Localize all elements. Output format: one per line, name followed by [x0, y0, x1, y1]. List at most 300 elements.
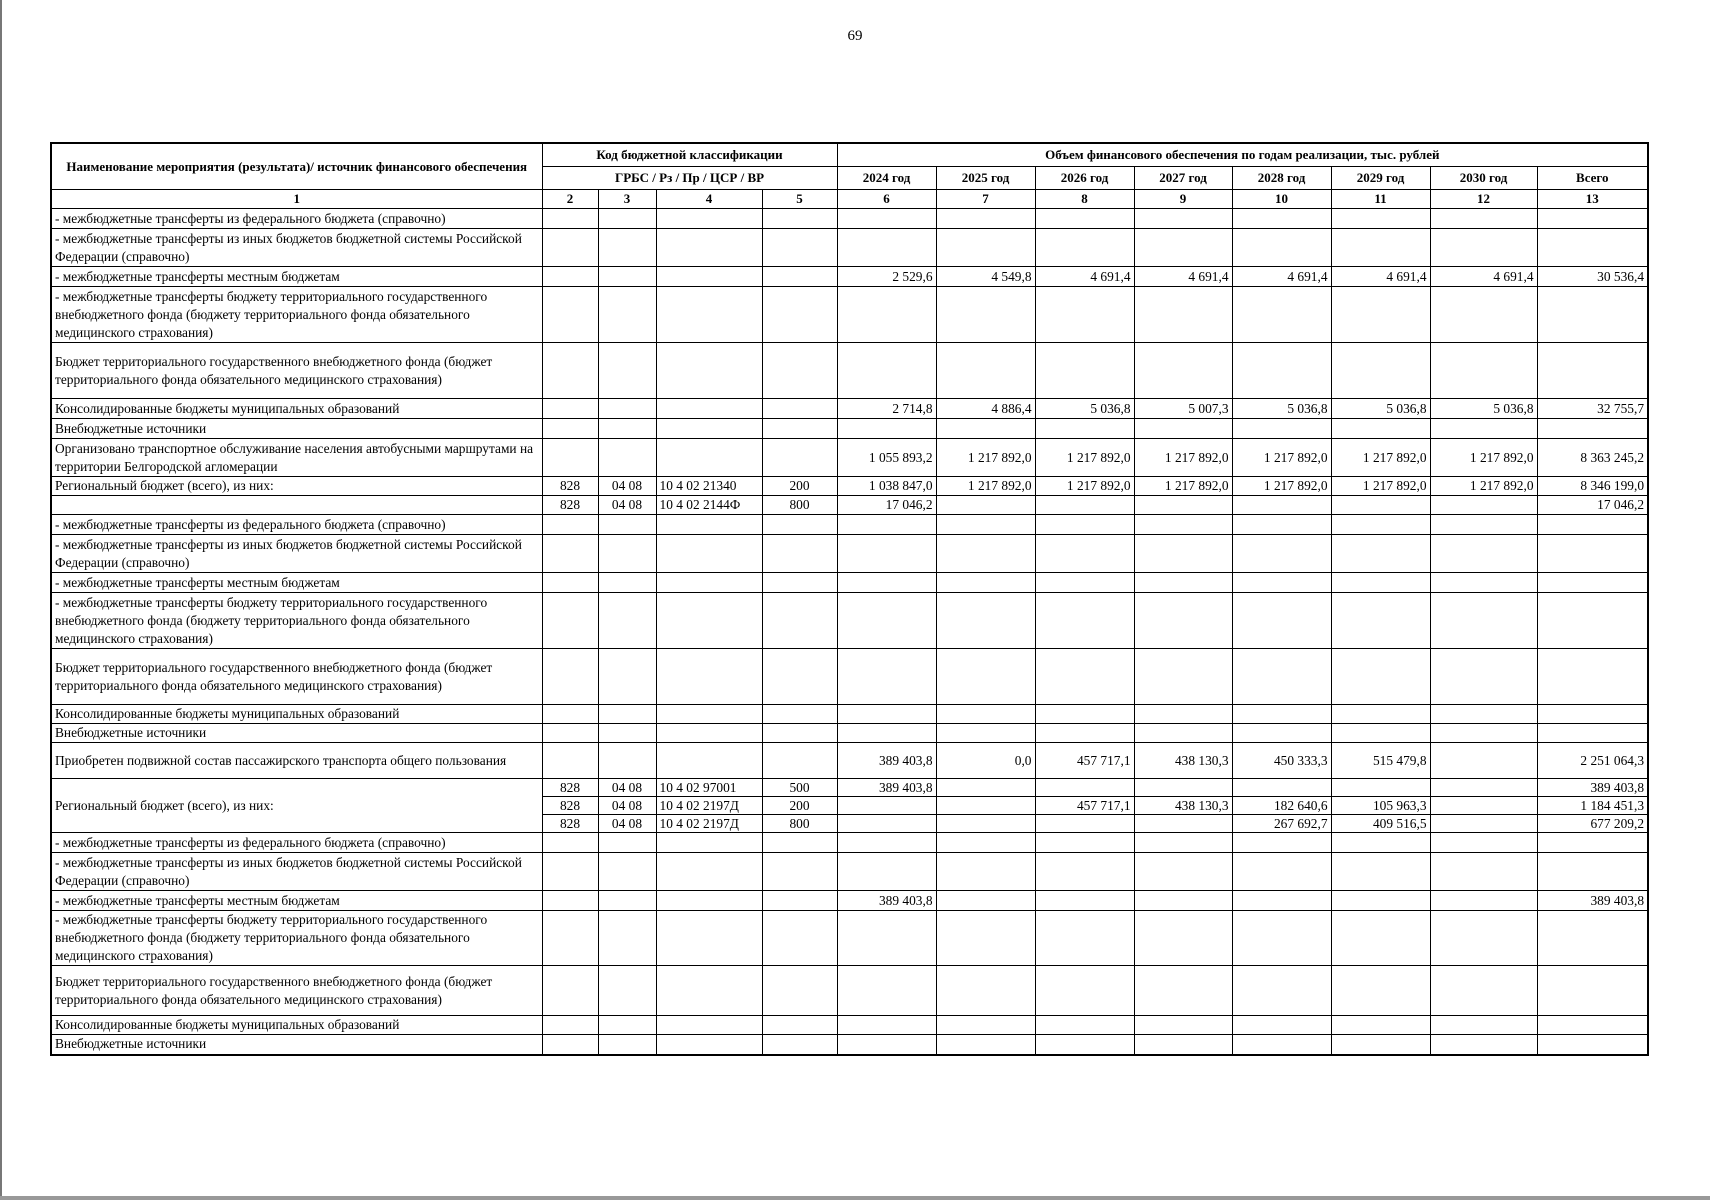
value-cell: [936, 209, 1035, 229]
value-cell: [936, 815, 1035, 833]
code-cell: [598, 419, 656, 439]
value-cell: [837, 724, 936, 743]
code-cell: [542, 911, 598, 966]
value-cell: [837, 705, 936, 724]
value-cell: [1537, 535, 1648, 573]
value-cell: [837, 966, 936, 1016]
value-cell: [1537, 911, 1648, 966]
code-cell: 828: [542, 477, 598, 496]
value-cell: [1035, 815, 1134, 833]
table-row: [51, 911, 1648, 966]
value-cell: [1232, 911, 1331, 966]
code-cell: [598, 705, 656, 724]
header-year-4: 2027 год: [1134, 167, 1232, 190]
header-code-subtitle: ГРБС / Рз / Пр / ЦСР / ВР: [542, 167, 837, 190]
value-cell: [1035, 724, 1134, 743]
value-cell: [1134, 515, 1232, 535]
value-cell: 1 217 892,0: [936, 477, 1035, 496]
table-row: [51, 833, 1648, 853]
value-cell: [837, 797, 936, 815]
code-cell: [598, 515, 656, 535]
code-cell: [542, 535, 598, 573]
code-cell: [598, 966, 656, 1016]
code-cell: [762, 229, 837, 267]
value-cell: [936, 724, 1035, 743]
value-cell: [1232, 1035, 1331, 1055]
row-name: - межбюджетные трансферты местным бюджетам: [51, 267, 542, 287]
value-cell: [1430, 853, 1537, 891]
value-cell: [1134, 853, 1232, 891]
value-cell: [1537, 649, 1648, 705]
value-cell: [1430, 724, 1537, 743]
code-cell: [542, 573, 598, 593]
code-cell: [656, 593, 762, 649]
value-cell: [1134, 593, 1232, 649]
value-cell: [1134, 911, 1232, 966]
code-cell: [656, 833, 762, 853]
value-cell: [1035, 705, 1134, 724]
value-cell: [837, 209, 936, 229]
value-cell: [1232, 287, 1331, 343]
value-cell: 5 036,8: [1232, 399, 1331, 419]
code-cell: [598, 573, 656, 593]
value-cell: 2 251 064,3: [1537, 743, 1648, 779]
value-cell: 1 217 892,0: [1430, 439, 1537, 477]
column-number: 10: [1232, 190, 1331, 209]
value-cell: [1035, 573, 1134, 593]
row-name: - межбюджетные трансферты из федерального бюджета (справочно): [51, 209, 542, 229]
table-row: [51, 853, 1648, 891]
code-cell: [762, 966, 837, 1016]
code-cell: [542, 724, 598, 743]
value-cell: [1232, 649, 1331, 705]
value-cell: [1430, 743, 1537, 779]
value-cell: 1 217 892,0: [936, 439, 1035, 477]
row-name: - межбюджетные трансферты бюджету территориального государственного внебюджетного фонда (бюджету территориального фонда обязательного медицинского страхования): [51, 593, 542, 649]
code-cell: 04 08: [598, 779, 656, 797]
code-cell: [542, 515, 598, 535]
table-row: [51, 209, 1648, 229]
value-cell: 17 046,2: [1537, 496, 1648, 515]
value-cell: [1232, 515, 1331, 535]
table-row: [51, 477, 1648, 496]
code-cell: [598, 743, 656, 779]
value-cell: [936, 649, 1035, 705]
value-cell: 4 691,4: [1035, 267, 1134, 287]
value-cell: [1134, 209, 1232, 229]
value-cell: [837, 419, 936, 439]
code-cell: [542, 419, 598, 439]
code-cell: [656, 419, 762, 439]
value-cell: [1134, 966, 1232, 1016]
code-cell: [656, 853, 762, 891]
value-cell: [1430, 573, 1537, 593]
code-cell: [542, 1016, 598, 1035]
value-cell: 4 886,4: [936, 399, 1035, 419]
value-cell: [936, 515, 1035, 535]
value-cell: [1430, 966, 1537, 1016]
value-cell: 389 403,8: [1537, 779, 1648, 797]
value-cell: [1035, 779, 1134, 797]
code-cell: 500: [762, 779, 837, 797]
value-cell: [1331, 535, 1430, 573]
value-cell: [1430, 287, 1537, 343]
value-cell: 1 217 892,0: [1331, 439, 1430, 477]
code-cell: [762, 399, 837, 419]
budget-table: [50, 142, 1649, 1056]
row-name: - межбюджетные трансферты из иных бюджетов бюджетной системы Российской Федерации (справочно): [51, 853, 542, 891]
value-cell: [1331, 853, 1430, 891]
value-cell: 4 691,4: [1331, 267, 1430, 287]
code-cell: [598, 267, 656, 287]
code-cell: [598, 911, 656, 966]
code-cell: [656, 399, 762, 419]
code-cell: [656, 743, 762, 779]
code-cell: [656, 573, 762, 593]
value-cell: 4 691,4: [1134, 267, 1232, 287]
table-row: [51, 229, 1648, 267]
table-row: [51, 535, 1648, 573]
code-cell: [762, 419, 837, 439]
value-cell: [1232, 705, 1331, 724]
code-cell: [656, 1035, 762, 1055]
code-cell: [542, 209, 598, 229]
value-cell: [1134, 724, 1232, 743]
row-name: - межбюджетные трансферты из федерального бюджета (справочно): [51, 833, 542, 853]
column-number: 6: [837, 190, 936, 209]
value-cell: [936, 343, 1035, 399]
code-cell: [598, 833, 656, 853]
value-cell: [1430, 911, 1537, 966]
value-cell: [1537, 287, 1648, 343]
code-cell: [598, 343, 656, 399]
row-name: Региональный бюджет (всего), из них:: [51, 477, 542, 496]
header-year-5: 2028 год: [1232, 167, 1331, 190]
value-cell: [1331, 1016, 1430, 1035]
column-number: 12: [1430, 190, 1537, 209]
value-cell: [1035, 593, 1134, 649]
value-cell: [1331, 1035, 1430, 1055]
value-cell: [837, 229, 936, 267]
value-cell: [1035, 1035, 1134, 1055]
value-cell: [1331, 287, 1430, 343]
value-cell: 5 036,8: [1331, 399, 1430, 419]
table-row: [51, 779, 1648, 797]
code-cell: [762, 853, 837, 891]
code-cell: [656, 515, 762, 535]
value-cell: [936, 496, 1035, 515]
value-cell: [1035, 911, 1134, 966]
header-code-group: Код бюджетной классификации: [542, 143, 837, 167]
value-cell: 1 217 892,0: [1035, 477, 1134, 496]
value-cell: [936, 779, 1035, 797]
code-cell: 10 4 02 97001: [656, 779, 762, 797]
header-volume-group: Объем финансового обеспечения по годам реализации, тыс. рублей: [837, 143, 1648, 167]
value-cell: 457 717,1: [1035, 797, 1134, 815]
value-cell: 5 036,8: [1430, 399, 1537, 419]
row-name: Внебюджетные источники: [51, 724, 542, 743]
value-cell: 4 691,4: [1232, 267, 1331, 287]
row-name: Консолидированные бюджеты муниципальных образований: [51, 1016, 542, 1035]
code-cell: 10 4 02 21340: [656, 477, 762, 496]
value-cell: [936, 853, 1035, 891]
value-cell: [1232, 419, 1331, 439]
value-cell: [1331, 496, 1430, 515]
value-cell: [1331, 779, 1430, 797]
value-cell: [936, 911, 1035, 966]
code-cell: [762, 705, 837, 724]
row-name: - межбюджетные трансферты из иных бюджетов бюджетной системы Российской Федерации (справочно): [51, 535, 542, 573]
value-cell: [1232, 535, 1331, 573]
value-cell: [1134, 1016, 1232, 1035]
value-cell: [1331, 966, 1430, 1016]
table-row: [51, 343, 1648, 399]
value-cell: [1331, 649, 1430, 705]
table-row: [51, 966, 1648, 1016]
value-cell: [936, 1035, 1035, 1055]
row-name: Бюджет территориального государственного внебюджетного фонда (бюджет территориального фонда обязательного медицинского страхования): [51, 966, 542, 1016]
value-cell: [1232, 573, 1331, 593]
value-cell: [1134, 705, 1232, 724]
code-cell: 800: [762, 815, 837, 833]
code-cell: [542, 343, 598, 399]
row-name: - межбюджетные трансферты местным бюджетам: [51, 891, 542, 911]
value-cell: 8 363 245,2: [1537, 439, 1648, 477]
value-cell: [1537, 515, 1648, 535]
value-cell: [1035, 891, 1134, 911]
code-cell: [656, 439, 762, 477]
scan-bottom-edge: [0, 1196, 1710, 1200]
value-cell: [936, 833, 1035, 853]
code-cell: [656, 911, 762, 966]
value-cell: [1232, 593, 1331, 649]
value-cell: [1537, 573, 1648, 593]
value-cell: [1331, 515, 1430, 535]
code-cell: [762, 573, 837, 593]
row-name: Организовано транспортное обслуживание населения автобусными маршрутами на территории Белгородской агломерации: [51, 439, 542, 477]
value-cell: 1 055 893,2: [837, 439, 936, 477]
value-cell: 2 529,6: [837, 267, 936, 287]
value-cell: [1331, 229, 1430, 267]
value-cell: [1035, 496, 1134, 515]
value-cell: 1 217 892,0: [1134, 477, 1232, 496]
row-name: Внебюджетные источники: [51, 1035, 542, 1055]
code-cell: [598, 891, 656, 911]
value-cell: 409 516,5: [1331, 815, 1430, 833]
value-cell: [837, 573, 936, 593]
row-name: Приобретен подвижной состав пассажирского транспорта общего пользования: [51, 743, 542, 779]
value-cell: [1035, 287, 1134, 343]
value-cell: 4 549,8: [936, 267, 1035, 287]
value-cell: [1430, 343, 1537, 399]
value-cell: [837, 535, 936, 573]
code-cell: [598, 439, 656, 477]
value-cell: [1537, 724, 1648, 743]
code-cell: [762, 833, 837, 853]
value-cell: [1134, 891, 1232, 911]
table-row: [51, 573, 1648, 593]
code-cell: [598, 1035, 656, 1055]
code-cell: [656, 891, 762, 911]
row-name: - межбюджетные трансферты местным бюджетам: [51, 573, 542, 593]
table-row: [51, 1035, 1648, 1055]
value-cell: [837, 1035, 936, 1055]
row-name: - межбюджетные трансферты бюджету территориального государственного внебюджетного фонда (бюджету территориального фонда обязательного медицинского страхования): [51, 287, 542, 343]
value-cell: [1430, 593, 1537, 649]
value-cell: [1035, 649, 1134, 705]
code-cell: [598, 724, 656, 743]
value-cell: [1331, 891, 1430, 911]
value-cell: [1035, 515, 1134, 535]
code-cell: [762, 1016, 837, 1035]
value-cell: 389 403,8: [1537, 891, 1648, 911]
value-cell: [1430, 496, 1537, 515]
value-cell: 4 691,4: [1430, 267, 1537, 287]
value-cell: [1430, 515, 1537, 535]
code-cell: [542, 649, 598, 705]
value-cell: 1 217 892,0: [1232, 477, 1331, 496]
value-cell: [1537, 966, 1648, 1016]
page-number: 69: [847, 28, 863, 44]
value-cell: [1430, 649, 1537, 705]
table-row: [51, 891, 1648, 911]
code-cell: [762, 649, 837, 705]
value-cell: [1134, 229, 1232, 267]
value-cell: [837, 1016, 936, 1035]
value-cell: [1035, 833, 1134, 853]
value-cell: [936, 419, 1035, 439]
value-cell: [1035, 535, 1134, 573]
value-cell: 450 333,3: [1232, 743, 1331, 779]
code-cell: [598, 593, 656, 649]
column-number: 4: [656, 190, 762, 209]
row-name: Консолидированные бюджеты муниципальных образований: [51, 399, 542, 419]
value-cell: [1232, 833, 1331, 853]
value-cell: 182 640,6: [1232, 797, 1331, 815]
value-cell: [1134, 343, 1232, 399]
column-number: 1: [51, 190, 542, 209]
value-cell: [1537, 1016, 1648, 1035]
value-cell: [1430, 797, 1537, 815]
value-cell: [1430, 535, 1537, 573]
value-cell: [1331, 419, 1430, 439]
code-cell: 828: [542, 779, 598, 797]
value-cell: [1035, 209, 1134, 229]
code-cell: [542, 399, 598, 419]
value-cell: [1134, 833, 1232, 853]
value-cell: [1232, 724, 1331, 743]
value-cell: [1035, 1016, 1134, 1035]
value-cell: 267 692,7: [1232, 815, 1331, 833]
row-name: [51, 496, 542, 515]
value-cell: 1 038 847,0: [837, 477, 936, 496]
value-cell: [936, 573, 1035, 593]
value-cell: [1035, 229, 1134, 267]
value-cell: [1430, 815, 1537, 833]
column-number: 7: [936, 190, 1035, 209]
value-cell: [837, 515, 936, 535]
value-cell: [1035, 853, 1134, 891]
code-cell: [598, 229, 656, 267]
value-cell: [837, 343, 936, 399]
value-cell: [1537, 229, 1648, 267]
value-cell: 438 130,3: [1134, 797, 1232, 815]
value-cell: [1232, 229, 1331, 267]
value-cell: 457 717,1: [1035, 743, 1134, 779]
value-cell: [1035, 966, 1134, 1016]
value-cell: [1035, 343, 1134, 399]
value-cell: [1331, 593, 1430, 649]
code-cell: [762, 209, 837, 229]
value-cell: [1331, 573, 1430, 593]
code-cell: [656, 267, 762, 287]
code-cell: [762, 287, 837, 343]
row-name: - межбюджетные трансферты из федерального бюджета (справочно): [51, 515, 542, 535]
value-cell: [1537, 593, 1648, 649]
value-cell: [1537, 343, 1648, 399]
code-cell: [656, 343, 762, 399]
value-cell: [1232, 343, 1331, 399]
value-cell: 8 346 199,0: [1537, 477, 1648, 496]
value-cell: [1134, 419, 1232, 439]
table-row: [51, 649, 1648, 705]
code-cell: 828: [542, 496, 598, 515]
code-cell: [542, 891, 598, 911]
value-cell: [1331, 343, 1430, 399]
header-year-2: 2025 год: [936, 167, 1035, 190]
code-cell: [656, 287, 762, 343]
row-name: - межбюджетные трансферты бюджету территориального государственного внебюджетного фонда (бюджету территориального фонда обязательного медицинского страхования): [51, 911, 542, 966]
table-row: [51, 267, 1648, 287]
header-year-8: Всего: [1537, 167, 1648, 190]
code-cell: 04 08: [598, 815, 656, 833]
column-number: 13: [1537, 190, 1648, 209]
value-cell: 389 403,8: [837, 743, 936, 779]
value-cell: [1134, 815, 1232, 833]
row-name: Региональный бюджет (всего), из них:: [51, 779, 542, 833]
code-cell: 04 08: [598, 477, 656, 496]
value-cell: 389 403,8: [837, 779, 936, 797]
value-cell: [1035, 419, 1134, 439]
value-cell: [1134, 287, 1232, 343]
value-cell: [837, 649, 936, 705]
value-cell: [936, 287, 1035, 343]
value-cell: [1134, 649, 1232, 705]
value-cell: [1232, 891, 1331, 911]
code-cell: [762, 515, 837, 535]
code-cell: [598, 649, 656, 705]
table-row: [51, 287, 1648, 343]
column-number: 5: [762, 190, 837, 209]
header-year-3: 2026 год: [1035, 167, 1134, 190]
code-cell: [542, 267, 598, 287]
column-number: 3: [598, 190, 656, 209]
code-cell: [656, 966, 762, 1016]
value-cell: [936, 593, 1035, 649]
code-cell: [542, 287, 598, 343]
value-cell: [1331, 209, 1430, 229]
value-cell: 5 036,8: [1035, 399, 1134, 419]
value-cell: [936, 797, 1035, 815]
code-cell: [762, 724, 837, 743]
table-row: [51, 1016, 1648, 1035]
code-cell: [542, 593, 598, 649]
value-cell: 1 217 892,0: [1430, 477, 1537, 496]
value-cell: [1537, 853, 1648, 891]
header-year-7: 2030 год: [1430, 167, 1537, 190]
code-cell: 828: [542, 815, 598, 833]
row-name: Бюджет территориального государственного внебюджетного фонда (бюджет территориального фонда обязательного медицинского страхования): [51, 343, 542, 399]
